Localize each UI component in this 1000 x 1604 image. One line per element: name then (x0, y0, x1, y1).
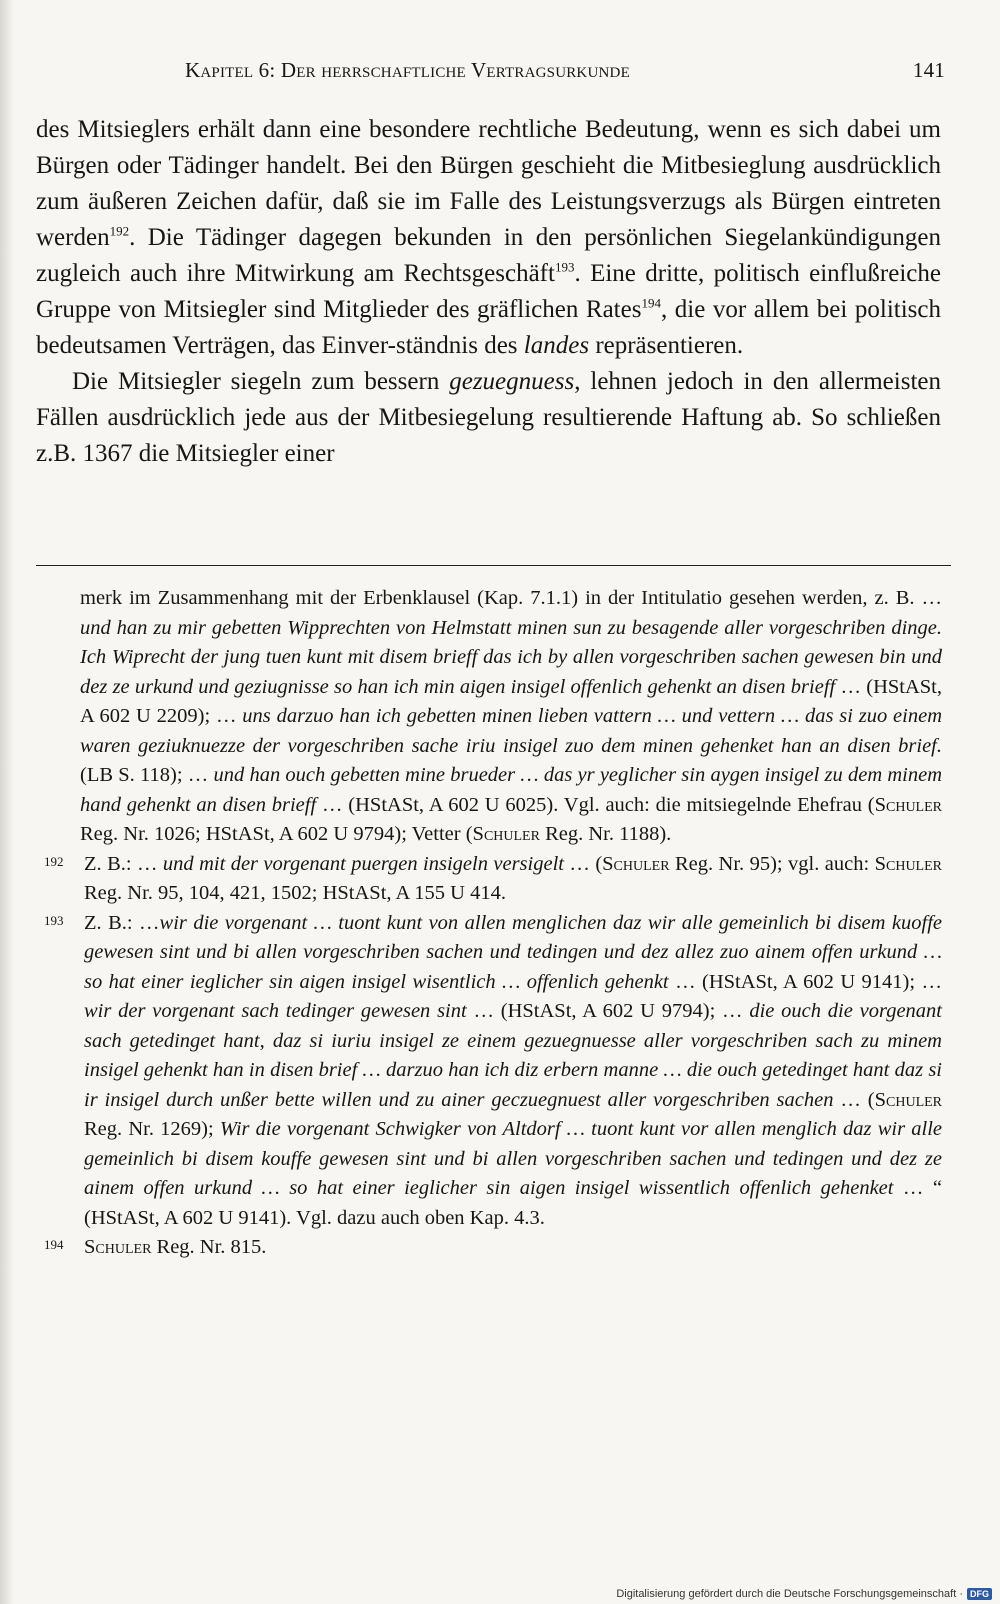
text-run: … (HStASt, A 602 U 6025). Vgl. auch: die mitsiegelnde Ehefrau ( (316, 793, 875, 816)
footnotes (44, 584, 942, 1263)
text-run: , die vor allem bei politisch bedeutsamen Verträgen, das Einver-ständnis des (36, 296, 941, 359)
footnote-194 (44, 1233, 942, 1263)
text-run: … (HStASt, A 602 U 2209); … (80, 675, 942, 727)
author-name: Schuler (84, 1236, 152, 1258)
text-run: , lehnen jedoch in den allermeisten Fällen ausdrücklich jede aus der Mitbesiegelung resultierende Haftung ab. So schließen z.B. 1367 die Mitsiegler einer (36, 368, 941, 467)
quote-italic: wir der vorgenant sach tedinger gewesen sint (84, 1000, 467, 1022)
footnote-text (84, 909, 942, 1234)
footnote-ref-194: 194 (641, 295, 661, 311)
paragraph-1 (36, 112, 941, 364)
text-run: Reg. Nr. 1188). (539, 823, 672, 845)
author-name: Schuler (874, 852, 942, 875)
text-run: merk im Zusammenhang mit der Erbenklausel (Kap. 7.1.1) in der Intitulatio gesehen werden, z. B. … (80, 587, 942, 609)
text-run: Reg. Nr. 1026; HStASt, A 602 U 9794); Vetter ( (80, 823, 473, 845)
quote-italic: und mit der vorgenant puergen insigeln versigelt (162, 852, 564, 875)
text-run: . Eine dritte, politisch einflußreiche Gruppe von Mitsiegler sind Mitglieder des gräflichen Rates (36, 260, 941, 323)
quote-italic: und han ouch gebetten mine brueder … das yr yeglicher sin aygen insigel zu dem minem hand gehenkt an disen brieff (80, 764, 943, 816)
text-run: Reg. Nr. 815. (151, 1236, 267, 1258)
credit-text: Digitalisierung gefördert durch die Deutsche Forschungsgemeinschaft · (616, 1588, 963, 1600)
text-run: Die Mitsiegler siegeln zum bessern (72, 368, 450, 395)
footnote-192 (44, 850, 942, 909)
footnote-continuation (44, 584, 942, 850)
quote-italic: uns darzuo han ich gebetten minen lieben vattern … und vettern … das si zuo einem waren geziuknuezze der vorgeschriben sache iriu insigel zuo dem minen gehenket han an disen brief. (80, 705, 942, 757)
text-run: … “ (HStASt, A 602 U 9141). Vgl. dazu auch oben Kap. 4.3. (84, 1177, 942, 1229)
quote-italic: die ouch die vorgenant sach getedinget hant, daz si iuriu insigel ze einem gezuegnuesse aller vorgeschriben sach zu minem insigel gehenkt han in disen brief … darzuo han ich diz erbern manne … die ouch getedinget hant daz si ir insigel durch unßer bette willen und zu ainer geczuegnuest aller vorgeschriben sachen (84, 1000, 942, 1111)
footnote-number: 193 (44, 912, 64, 928)
page-number: 141 (912, 58, 945, 82)
footnote-separator (36, 565, 951, 566)
footnote-text (84, 850, 942, 909)
text-run: … (HStASt, A 602 U 9794); … (466, 1000, 750, 1022)
quote-italic: wir die vorgenant … tuont kunt von allen menglichen daz wir alle gemeinlich bi disem kuoffe gewesen sint und bi allen vorgeschriben sachen und tedingen und dez allez zuo ainem offen urkund … so hat einer ieglicher sin aigen insigel wisentlich … offenlich gehenkt (84, 911, 942, 993)
main-text (36, 112, 941, 472)
text-run: Z. B.: … (84, 852, 163, 875)
footnote-193 (44, 909, 942, 1234)
footnote-number: 194 (44, 1237, 64, 1252)
text-run: (LB S. 118); … (80, 764, 214, 786)
text-run: des Mitsieglers erhält dann eine besondere rechtliche Bedeutung, wenn es sich dabei um Bürgen oder Tädinger handelt. Bei den Bürgen geschieht die Mitbesieglung ausdrücklich zum äußeren Zeichen dafür, daß sie im Falle des Leistungsverzugs als Bürgen eintreten werden (36, 116, 941, 251)
quote-italic: Wir die vorgenant Schwigker von Altdorf … tuont kunt vor allen menglich daz wir alle gemeinlich bi disem kouffe gewesen sint und bi allen vorgeschriben sachen und tedingen und dez ze ainem offen urkund … so hat einer ieglicher sin aigen insigel wissentlich offenlich gehenket (84, 1118, 942, 1199)
text-run: Reg. Nr. 95); vgl. auch: (669, 852, 875, 875)
author-name: Schuler (874, 793, 942, 816)
running-header (185, 58, 945, 83)
text-run: … (HStASt, A 602 U 9141); … (668, 970, 942, 993)
text-run: repräsentieren. (589, 332, 744, 359)
digitization-credit (616, 1588, 992, 1600)
page-edge-shadow (0, 0, 14, 1604)
text-run: Z. B.: … (84, 911, 160, 934)
italic-term: gezuegnuess (449, 368, 575, 395)
footnote-ref-192: 192 (109, 223, 130, 239)
text-run: Reg. Nr. 1269); (84, 1118, 220, 1140)
text-run: … ( (833, 1088, 875, 1111)
quote-italic: und han zu mir gebetten Wipprechten von Helmstatt minen sun zu besagende aller vorgeschriben dinge. Ich Wiprecht der jung tuen kunt mit disem brieff das ich by allen vorgeschriben sachen gewesen bin und dez ze urkund und geziugnisse so han ich min aigen insigel offenlich gehenkt an disen brieff (80, 616, 942, 698)
text-run: … ( (563, 852, 603, 875)
text-run: . Die Tädinger dagegen bekunden in den persönlichen Siegelankündigungen zugleich auch ihre Mitwirkung am Rechtsgeschäft (36, 224, 941, 287)
author-name: Schuler (874, 1088, 943, 1111)
italic-term: landes (523, 332, 590, 359)
author-name: Schuler (602, 852, 670, 875)
footnote-number: 192 (44, 853, 64, 869)
footnote-text (84, 1233, 942, 1263)
paragraph-2 (36, 364, 941, 472)
text-run: Reg. Nr. 95, 104, 421, 1502; HStASt, A 155 U 414. (84, 882, 506, 904)
chapter-title: Kapitel 6: Der herrschaftliche Vertragsurkunde (185, 58, 630, 82)
footnote-ref-193: 193 (554, 259, 575, 275)
author-name: Schuler (472, 823, 540, 845)
dfg-logo: DFG (967, 1588, 992, 1600)
